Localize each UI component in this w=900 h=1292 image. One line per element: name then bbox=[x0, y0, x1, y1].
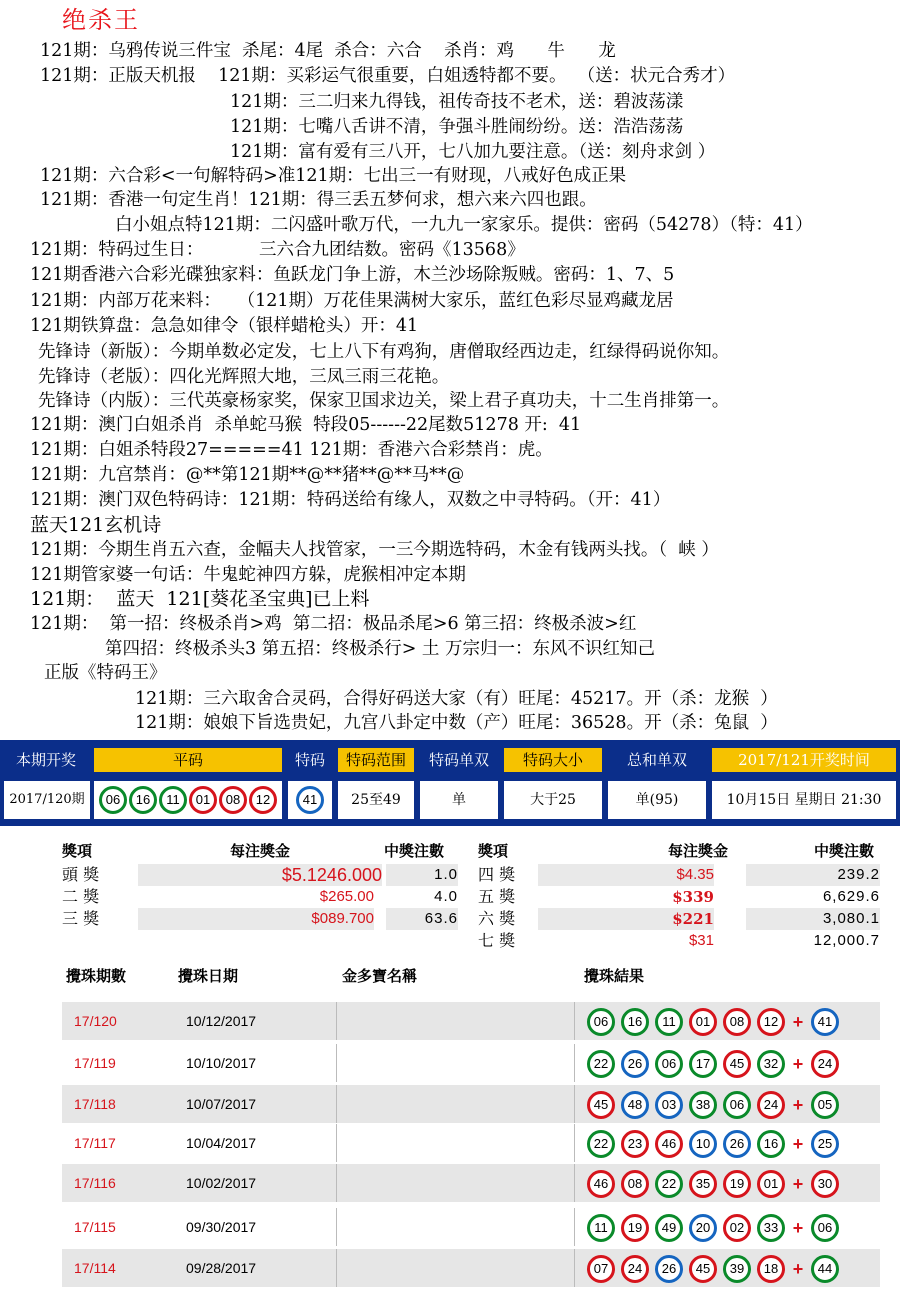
text-line: 第四招：终极杀头3 第五招：终极杀行> 土 万宗归一：东风不识红知己 bbox=[105, 639, 655, 659]
text-line: 121期：今期生肖五六查，金幅夫人找管家，一三今期选特码，木金有钱两头找。（ 峡 ） bbox=[30, 540, 719, 560]
ball: 22 bbox=[587, 1130, 615, 1158]
ball: 06 bbox=[655, 1050, 683, 1078]
divider bbox=[336, 1002, 337, 1040]
history-row bbox=[62, 1208, 880, 1246]
divider bbox=[336, 1085, 337, 1123]
prize-name: 三 獎 bbox=[62, 909, 100, 928]
prize-row bbox=[478, 886, 884, 908]
prize-amount: $339 bbox=[672, 888, 714, 906]
ball: 08 bbox=[621, 1170, 649, 1198]
text-line: 121期： 蓝天 121[葵花圣宝典]已上料 bbox=[30, 588, 370, 610]
text-line: 先锋诗（老版）：四化光辉照大地，三凤三雨三花艳。 bbox=[38, 367, 450, 387]
history-row bbox=[62, 1002, 880, 1040]
ball: 06 bbox=[723, 1091, 751, 1119]
text-line: 121期：富有爱有三八开，七八加九要注意。（送：刻舟求剑 ） bbox=[230, 142, 716, 162]
text-line: 先锋诗（内版）：三代英豪杨家奖，保家卫国求边关，梁上君子真功夫，十二生肖排第一。 bbox=[38, 391, 730, 411]
history-issue: 17/117 bbox=[74, 1135, 116, 1151]
history-row bbox=[62, 1044, 880, 1082]
divider bbox=[574, 1044, 575, 1082]
history-balls bbox=[584, 1130, 842, 1158]
ball: 19 bbox=[723, 1170, 751, 1198]
ball: 48 bbox=[621, 1091, 649, 1119]
history-header: 攪珠期數 bbox=[66, 967, 127, 985]
header-cell: 特码大小 bbox=[504, 748, 602, 772]
plus-sign: + bbox=[792, 1011, 804, 1032]
history-issue: 17/118 bbox=[74, 1096, 116, 1112]
ball-group bbox=[98, 792, 278, 808]
history-issue: 17/114 bbox=[74, 1260, 116, 1276]
history-balls bbox=[584, 1091, 842, 1119]
divider bbox=[574, 1085, 575, 1123]
text-line: 121期：七嘴八舌讲不清，争强斗胜闹纷纷。送：浩浩荡荡 bbox=[230, 117, 684, 137]
ball: 39 bbox=[723, 1255, 751, 1283]
plus-sign: + bbox=[792, 1094, 804, 1115]
prize-header: 中獎注數 bbox=[814, 842, 875, 860]
text-line: 121期：正版天机报 121期：买彩运气很重要，白姐透特都不要。 （送：状元合秀才） bbox=[40, 66, 736, 86]
prize-row bbox=[478, 930, 884, 952]
ball: 49 bbox=[655, 1214, 683, 1242]
normal-balls-cell bbox=[94, 781, 282, 819]
ball: 25 bbox=[811, 1130, 839, 1158]
ball: 11 bbox=[587, 1214, 615, 1242]
prize-amount: $4.35 bbox=[538, 864, 714, 886]
prize-name: 七 獎 bbox=[478, 931, 516, 950]
text-line: 蓝天121玄机诗 bbox=[30, 514, 162, 536]
text-line: 正版《特码王》 bbox=[44, 663, 167, 683]
divider bbox=[574, 1164, 575, 1202]
history-row bbox=[62, 1085, 880, 1123]
prize-count: 3,080.1 bbox=[746, 908, 880, 930]
prize-count: 6,629.6 bbox=[822, 888, 880, 905]
prize-table-right bbox=[478, 864, 884, 954]
sum-odd-even-cell: 单(95) bbox=[608, 781, 706, 819]
history-date: 10/07/2017 bbox=[186, 1096, 257, 1112]
prize-name: 五 獎 bbox=[478, 887, 516, 906]
ball: 41 bbox=[811, 1008, 839, 1036]
text-line: 121期：九宫禁肖：@**第121期**@**猪**@**马**@ bbox=[30, 465, 465, 485]
ball: 01 bbox=[757, 1170, 785, 1198]
ball: 17 bbox=[689, 1050, 717, 1078]
size-cell: 大于25 bbox=[504, 781, 602, 819]
text-line: 121期：香港一句定生肖！121期：得三丢五梦何求，想六来六四也跟。 bbox=[40, 190, 597, 210]
ball: 45 bbox=[587, 1091, 615, 1119]
history-date: 10/12/2017 bbox=[186, 1013, 257, 1029]
ball: 16 bbox=[129, 786, 157, 814]
ball: 10 bbox=[689, 1130, 717, 1158]
history-balls bbox=[584, 1170, 842, 1198]
divider bbox=[574, 1124, 575, 1162]
text-line: 121期：娘娘下旨选贵妃，九宫八卦定中数（产）旺尾：36528。开（杀：兔鼠 ） bbox=[135, 713, 778, 733]
prize-count: 4.0 bbox=[434, 888, 458, 905]
ball: 22 bbox=[587, 1050, 615, 1078]
history-header: 金多寶名稱 bbox=[342, 967, 418, 985]
prize-amount: $265.00 bbox=[319, 888, 374, 905]
divider bbox=[336, 1164, 337, 1202]
plus-sign: + bbox=[792, 1173, 804, 1194]
prize-header: 中獎注數 bbox=[384, 842, 445, 860]
prize-count: 12,000.7 bbox=[813, 932, 880, 949]
ball: 18 bbox=[757, 1255, 785, 1283]
header-cell: 总和单双 bbox=[626, 751, 687, 769]
prize-amount: $089.700 bbox=[138, 908, 374, 930]
text-line: 121期：三二归来九得钱，祖传奇技不老术，送：碧波荡漾 bbox=[230, 92, 684, 112]
history-date: 10/02/2017 bbox=[186, 1175, 257, 1191]
divider bbox=[336, 1044, 337, 1082]
ball: 44 bbox=[811, 1255, 839, 1283]
history-row bbox=[62, 1124, 880, 1162]
ball-group bbox=[295, 792, 325, 808]
header-cell: 特码范围 bbox=[338, 748, 414, 772]
ball: 26 bbox=[655, 1255, 683, 1283]
prize-amount: $31 bbox=[688, 932, 714, 949]
history-date: 10/10/2017 bbox=[186, 1055, 257, 1071]
ball: 05 bbox=[811, 1091, 839, 1119]
ball: 12 bbox=[757, 1008, 785, 1036]
special-ball-cell bbox=[288, 781, 332, 819]
prize-name: 六 獎 bbox=[478, 909, 516, 928]
history-header: 攪珠結果 bbox=[584, 967, 645, 985]
text-line: 121期香港六合彩光碟独家料：鱼跃龙门争上游，木兰沙场除叛贼。密码：1、7、5 bbox=[30, 265, 675, 285]
prize-row bbox=[478, 864, 884, 886]
prize-row bbox=[62, 908, 462, 930]
prize-count: 63.6 bbox=[386, 908, 458, 930]
text-line: 121期： 第一招：终极杀肖>鸡 第二招：极品杀尾>6 第三招：终极杀波>红 bbox=[30, 614, 637, 634]
prize-table-left bbox=[62, 864, 462, 930]
history-row bbox=[62, 1249, 880, 1287]
ball: 26 bbox=[723, 1130, 751, 1158]
ball: 06 bbox=[587, 1008, 615, 1036]
ball: 41 bbox=[296, 786, 324, 814]
ball: 03 bbox=[655, 1091, 683, 1119]
prize-name: 四 獎 bbox=[478, 865, 516, 884]
history-balls bbox=[584, 1255, 842, 1283]
history-date: 09/28/2017 bbox=[186, 1260, 257, 1276]
ball: 06 bbox=[811, 1214, 839, 1242]
ball: 24 bbox=[757, 1091, 785, 1119]
text-line: 121期：内部万花来料： （121期）万花佳果满树大家乐，蓝红色彩尽显鸡藏龙居 bbox=[30, 291, 674, 311]
prize-header: 獎項 bbox=[478, 842, 509, 860]
ball: 33 bbox=[757, 1214, 785, 1242]
ball: 35 bbox=[689, 1170, 717, 1198]
ball: 16 bbox=[757, 1130, 785, 1158]
ball: 07 bbox=[587, 1255, 615, 1283]
ball: 26 bbox=[621, 1050, 649, 1078]
divider bbox=[336, 1124, 337, 1162]
prize-row bbox=[62, 886, 462, 908]
ball: 38 bbox=[689, 1091, 717, 1119]
draw-result-table bbox=[0, 740, 900, 826]
plus-sign: + bbox=[792, 1217, 804, 1238]
history-row bbox=[62, 1164, 880, 1202]
history-date: 09/30/2017 bbox=[186, 1219, 257, 1235]
page-title: 绝杀王 bbox=[62, 6, 140, 34]
prize-name: 頭 獎 bbox=[62, 865, 100, 884]
text-line: 121期：白姐杀特段27=====41 121期：香港六合彩禁肖：虎。 bbox=[30, 440, 553, 460]
issue-cell: 2017/120期 bbox=[4, 781, 90, 819]
ball: 06 bbox=[99, 786, 127, 814]
text-line: 白小姐点特121期：二闪盛叶歌万代，一九九一家家乐。提供：密码（54278）（特：41） bbox=[115, 215, 813, 235]
divider bbox=[574, 1249, 575, 1287]
plus-sign: + bbox=[792, 1133, 804, 1154]
ball: 01 bbox=[189, 786, 217, 814]
plus-sign: + bbox=[792, 1258, 804, 1279]
ball: 32 bbox=[757, 1050, 785, 1078]
ball: 22 bbox=[655, 1170, 683, 1198]
ball: 46 bbox=[655, 1130, 683, 1158]
ball: 46 bbox=[587, 1170, 615, 1198]
prize-row bbox=[62, 864, 462, 886]
ball: 02 bbox=[723, 1214, 751, 1242]
history-issue: 17/120 bbox=[74, 1013, 117, 1029]
prize-name: 二 獎 bbox=[62, 887, 100, 906]
ball: 23 bbox=[621, 1130, 649, 1158]
history-balls bbox=[584, 1214, 842, 1242]
text-line: 121期：特码过生日： 三六合九团结数。密码《13568》 bbox=[30, 240, 525, 260]
ball: 11 bbox=[655, 1008, 683, 1036]
text-line: 121期：澳门白姐杀肖 杀单蛇马猴 特段05------22尾数51278 开: 41 bbox=[30, 415, 582, 435]
prize-amount: $5.1246.000 bbox=[138, 864, 382, 886]
odd-even-cell: 单 bbox=[420, 781, 498, 819]
divider bbox=[574, 1208, 575, 1246]
prize-header: 每注獎金 bbox=[668, 842, 729, 860]
text-line: 121期：乌鸦传说三件宝 杀尾：4尾 杀合：六合 杀肖：鸡 牛 龙 bbox=[40, 41, 616, 61]
history-issue: 17/116 bbox=[74, 1175, 116, 1191]
text-line: 121期：六合彩<一句解特码>准121期：七出三一有财现，八戒好色成正果 bbox=[40, 166, 627, 186]
header-cell: 特码单双 bbox=[428, 751, 489, 769]
text-line: 121期：澳门双色特码诗：121期：特码送给有缘人，双数之中寻特码。（开：41） bbox=[30, 490, 671, 510]
range-cell: 25至49 bbox=[338, 781, 414, 819]
next-time-cell: 10月15日 星期日 21:30 bbox=[712, 781, 896, 819]
prize-count: 239.2 bbox=[746, 864, 880, 886]
ball: 11 bbox=[159, 786, 187, 814]
prize-amount: $221 bbox=[538, 908, 714, 930]
header-cell: 本期开奖 bbox=[15, 751, 76, 769]
ball: 30 bbox=[811, 1170, 839, 1198]
history-issue: 17/119 bbox=[74, 1055, 116, 1071]
divider bbox=[574, 1002, 575, 1040]
prize-header: 獎項 bbox=[62, 842, 93, 860]
header-cell: 2017/121开奖时间 bbox=[712, 748, 896, 772]
header-cell: 平码 bbox=[94, 748, 282, 772]
prize-count: 1.0 bbox=[386, 864, 458, 886]
ball: 08 bbox=[219, 786, 247, 814]
ball: 01 bbox=[689, 1008, 717, 1036]
plus-sign: + bbox=[792, 1053, 804, 1074]
divider bbox=[336, 1208, 337, 1246]
text-line: 先锋诗（新版）：今期单数必定发，七上八下有鸡狗，唐僧取经西边走，红绿得码说你知。 bbox=[38, 342, 730, 362]
ball: 12 bbox=[249, 786, 277, 814]
divider bbox=[336, 1249, 337, 1287]
ball: 16 bbox=[621, 1008, 649, 1036]
history-issue: 17/115 bbox=[74, 1219, 116, 1235]
text-line: 121期铁算盘：急急如律令（银样蜡枪头）开：41 bbox=[30, 316, 419, 336]
ball: 08 bbox=[723, 1008, 751, 1036]
ball: 19 bbox=[621, 1214, 649, 1242]
ball: 45 bbox=[723, 1050, 751, 1078]
text-line: 121期管家婆一句话：牛鬼蛇神四方躲，虎猴相冲定本期 bbox=[30, 565, 466, 585]
history-balls bbox=[584, 1008, 842, 1036]
history-balls bbox=[584, 1050, 842, 1078]
ball: 24 bbox=[811, 1050, 839, 1078]
header-cell: 特码 bbox=[294, 751, 325, 769]
ball: 20 bbox=[689, 1214, 717, 1242]
text-line: 121期：三六取舍合灵码，合得好码送大家（有）旺尾：45217。开（杀：龙猴 ） bbox=[135, 689, 778, 709]
prize-header: 每注獎金 bbox=[230, 842, 291, 860]
history-header: 攪珠日期 bbox=[178, 967, 239, 985]
ball: 45 bbox=[689, 1255, 717, 1283]
prize-row bbox=[478, 908, 884, 930]
ball: 24 bbox=[621, 1255, 649, 1283]
history-date: 10/04/2017 bbox=[186, 1135, 257, 1151]
